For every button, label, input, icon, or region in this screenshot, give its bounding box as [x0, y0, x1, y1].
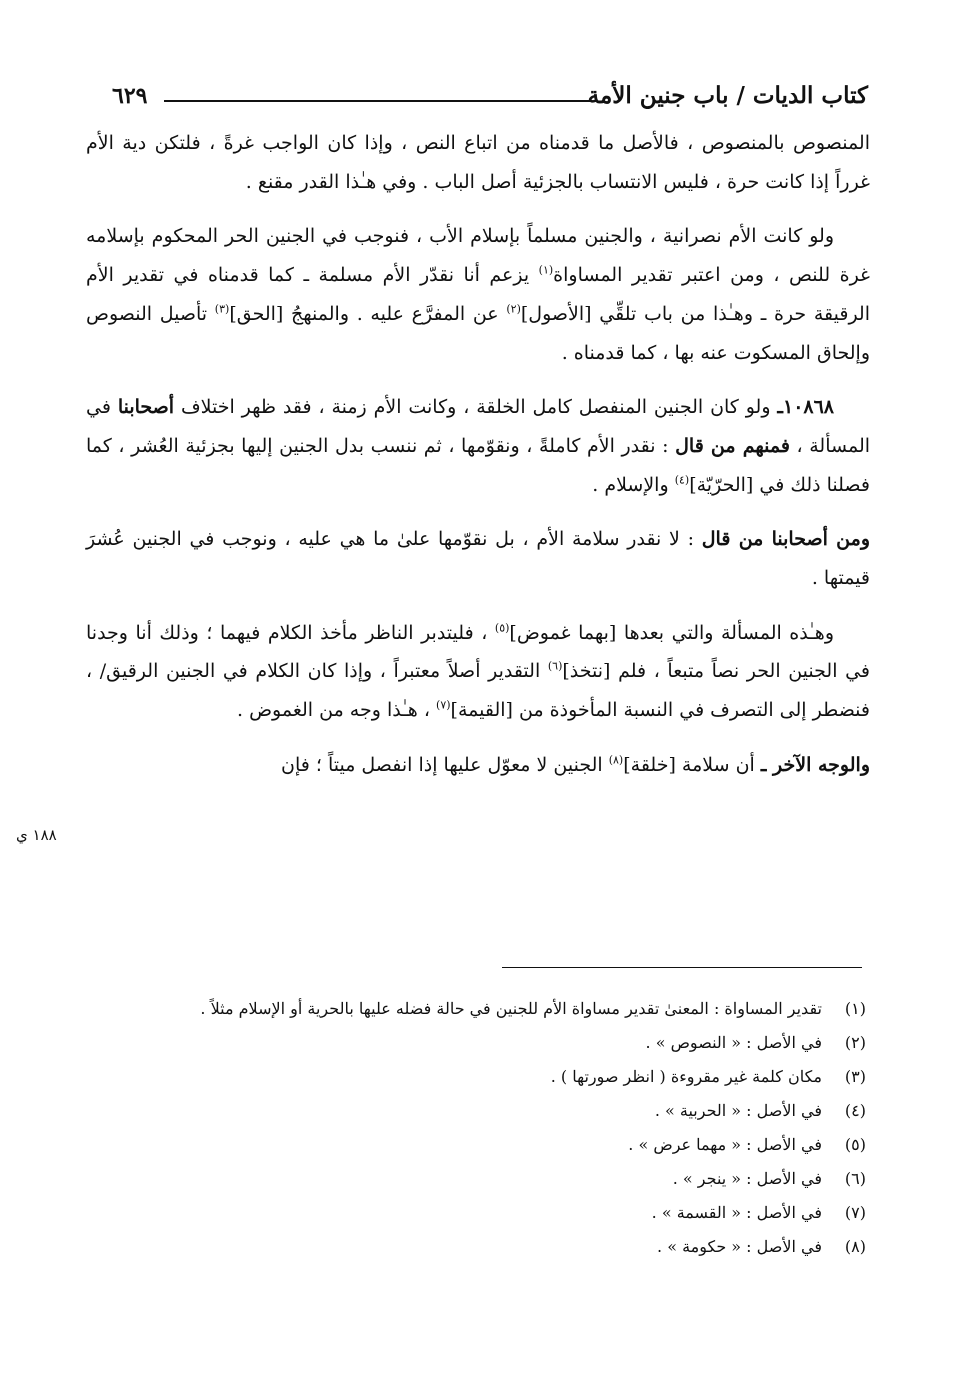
footnote-item: [86, 1060, 866, 1094]
footnote-item: [86, 992, 866, 1026]
footnote-number: (٣): [844, 1067, 866, 1086]
paragraph: والوجه الآخر ـ أن سلامة [خلقة]$^{(٨)}$ الجنين لا معوّل عليها إذا انفصل ميتاً ؛ فإن: [281, 753, 870, 776]
paragraph: ولو كانت الأم نصرانية ، والجنين مسلماً بإسلام الأب ، فنوجب في الجنين الحر المحكوم بإسلامه غرة للنص ، ومن اعتبر تقدير المساواة$^{(١)}$ يزعم أنا نقدّر الأم مسلمة ـ كما قدمناه في تقدير الأم الرقيقة حرة ـ وهـٰذا من باب تلقِّي [الأصول]$^{(٢)}$ عن المفرَّع عليه . والمنهجُ [الحق]$^{(٣)}$ تأصيل النصوص وإلحاق المسكوت عنه بها ، كما قدمناه .: [86, 225, 870, 364]
footnote-item: [86, 1230, 866, 1264]
footnote-number: (٨): [844, 1237, 866, 1256]
header-title: كتاب الديات / باب جنين الأمة: [587, 82, 868, 109]
footnote-text: في الأصل : « النصوص » .: [645, 1033, 822, 1052]
footnote-ref[interactable]: (٥): [494, 621, 510, 635]
footnote-text: في الأصل : « القسمة » .: [651, 1203, 822, 1222]
footnote-text: في الأصل : « الحربية » .: [654, 1101, 822, 1120]
footnote-number: (٧): [844, 1203, 866, 1222]
footnote-number: (٦): [844, 1169, 866, 1188]
paragraph-number: ١٠٨٦٨ـ: [777, 396, 835, 419]
page-number: ٦٢٩: [112, 83, 148, 109]
footnote-text: في الأصل : « مهما عرض » .: [628, 1135, 822, 1154]
footnote-number: (٤): [844, 1101, 866, 1120]
footnote-text: في الأصل : « ينجر » .: [672, 1169, 822, 1188]
footnote-item: [86, 1162, 866, 1196]
main-text: [86, 124, 870, 785]
paragraph: وهـٰذه المسألة والتي بعدها [بهما غموض]$^{(٥)}$ ، فليتدبر الناظر مأخذ الكلام فيهما ؛ وذلك أنا وجدنا في الجنين الحر نصاً متبعاً ، فلم [نتخذ]$^{(٦)}$ التقدير أصلاً معتبراً ، وإذا كان الكلام في الجنين الرقيق/ ، فنضطر إلى التصرف في النسبة المأخوذة من [القيمة]$^{(٧)}$ ، هـٰذا وجه من الغموض .: [86, 621, 870, 722]
footnote-ref[interactable]: (٤): [674, 473, 690, 487]
footnote-item: [86, 1128, 866, 1162]
manuscript-margin-note: ١٨٨ ي: [16, 826, 57, 844]
footnote-item: [86, 1196, 866, 1230]
footnote-item: [86, 1094, 866, 1128]
footnote-number: (٢): [844, 1033, 866, 1052]
footnote-number: (١): [844, 999, 866, 1018]
footnotes: [86, 992, 866, 1264]
footnote-ref[interactable]: (٨): [608, 753, 624, 767]
footnote-text: مكان كلمة غير مقروءة ( انظر صورتها ) .: [550, 1067, 822, 1086]
running-header: [112, 78, 868, 118]
footnote-ref[interactable]: (٣): [214, 302, 230, 316]
header-rule: [164, 100, 592, 102]
paragraph: المنصوص بالمنصوص ، فالأصل ما قدمناه من اتباع النص ، وإذا كان الواجب غرةً ، فلتكن دية الأم غرراً إذا كانت حرة ، فليس الانتساب بالجزئية أصل الباب . وفي هـٰذا القدر مقنع .: [86, 132, 870, 193]
footnote-ref[interactable]: (١): [538, 263, 554, 277]
footnote-ref[interactable]: (٦): [547, 660, 563, 674]
footnote-ref[interactable]: (٢): [506, 302, 521, 316]
paragraph: ومن أصحابنا من قال : لا نقدر سلامة الأم ، بل نقوّمها علىٰ ما هي عليه ، ونوجب في الجنين عُشرَ قيمتها .: [86, 528, 871, 590]
footnote-text: تقدير المساواة : المعنىٰ تقدير مساواة الأم للجنين في حالة فضله عليها بالحرية أو الإسلام مثلاً .: [200, 999, 822, 1018]
footnote-number: (٥): [844, 1135, 866, 1154]
footnote-ref[interactable]: (٧): [436, 698, 451, 712]
footnote-text: في الأصل : « حكومة » .: [657, 1237, 822, 1256]
footnote-item: [86, 1026, 866, 1060]
paragraph: ١٠٨٦٨ـ ولو كان الجنين المنفصل كامل الخلقة ، وكانت الأم زمنة ، فقد ظهر اختلاف أصحابنا في المسألة ، فمنهم من قال : نقدر الأم كاملةً ، ونقوّمها ، ثم ننسب بدل الجنين إليها بجزئية العُشر ، كما فصلنا ذلك في [الحرّيّة]$^{(٤)}$ والإسلام .: [86, 396, 871, 496]
footnote-separator: [502, 967, 862, 968]
